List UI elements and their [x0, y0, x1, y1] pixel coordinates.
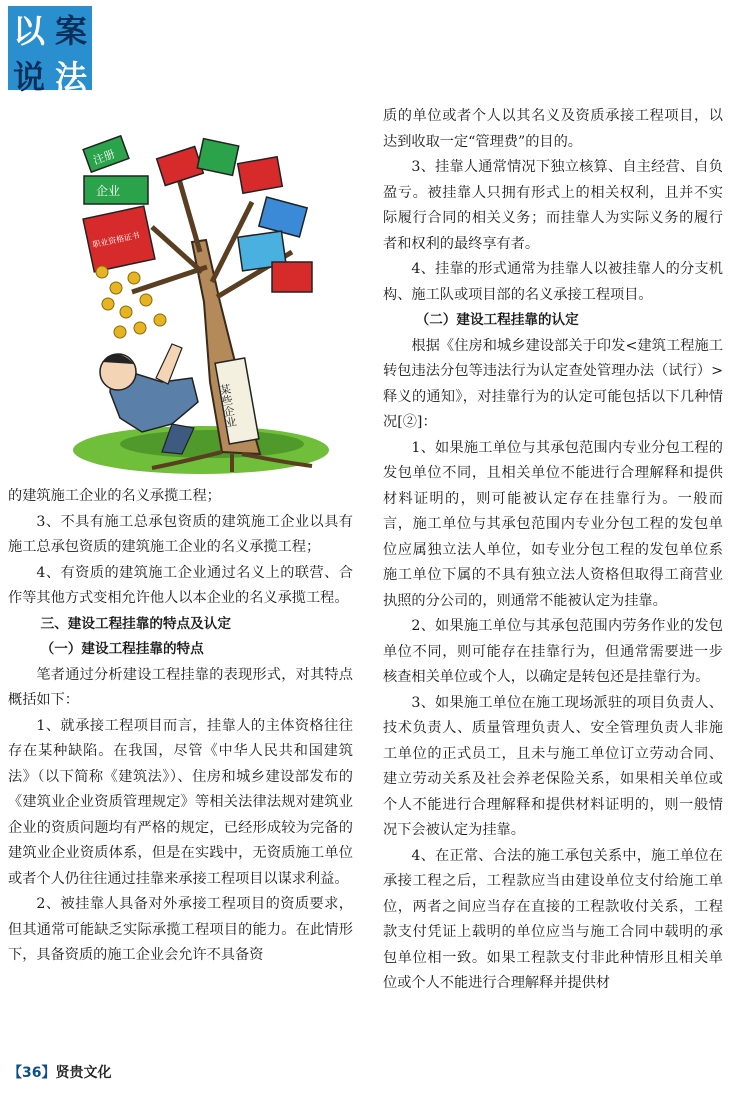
subsection-heading: （二）建设工程挂靠的认定	[415, 312, 579, 328]
sign-label: 企业	[96, 184, 121, 198]
paragraph: 3、如果施工单位在施工现场派驻的项目负责人、技术负责人、质量管理负责人、安全管理负责人非施工单位的正式员工，且未与施工单位订立劳动合同、建立劳动关系及社会养老保险关系，如果相关单位或个人不能进行合理解释和提供材料证明的，则一般情况下会被认定为挂靠。	[383, 694, 723, 838]
coins-icon	[96, 266, 166, 338]
sign-label: 注册	[91, 147, 117, 168]
paragraph: 1、就承接工程项目而言，挂靠人的主体资格往往存在某种缺陷。在我国，尽管《中华人民共和国建筑法》（以下简称《建筑法》）、住房和城乡建设部发布的《建筑业企业资质管理规定》等相关法律法规对建筑业企业的资质问题均有严格的规定，已经形成较为完备的建筑业企业资质体系，但是在实践中，无资质施工单位或者个人仍往往通过挂靠来承接工程项目以谋求利益。	[8, 717, 353, 887]
book-icon	[272, 262, 312, 292]
paragraph: 3、挂靠人通常情况下独立核算、自主经营、自负盈亏。被挂靠人只拥有形式上的相关权利，且并不实际履行合同的相关义务；而挂靠人为实际义务的履行者和权利的最终享有者。	[383, 159, 723, 252]
sign-label: 某些企业	[217, 382, 238, 429]
book-icon	[197, 139, 238, 176]
logo-char: 说	[12, 58, 45, 96]
page-number: 【36】	[8, 1065, 56, 1081]
paragraph: 的建筑施工企业的名义承揽工程；	[8, 488, 221, 504]
logo-char: 案	[54, 12, 87, 50]
subsection-heading: （一）建设工程挂靠的特点	[40, 641, 204, 657]
sign-label: 职业资格证书	[91, 230, 141, 250]
logo-char: 以	[12, 12, 45, 50]
magazine-name: 贤贵文化	[55, 1065, 112, 1081]
paragraph: 3、不具有施工总承包资质的建筑施工企业以具有施工总承包资质的建筑施工企业的名义承揽工程；	[8, 513, 353, 555]
column-logo	[8, 6, 92, 96]
paragraph: 4、有资质的建筑施工企业通过名义上的联营、合作等其他方式变相允许他人以本企业的名义承揽工程。	[8, 564, 353, 606]
paragraph: 4、挂靠的形式通常为挂靠人以被挂靠人的分支机构、施工队或项目部的名义承接工程项目。	[383, 261, 723, 303]
logo-char: 法	[54, 58, 87, 96]
paragraph: 2、被挂靠人具备对外承接工程项目的资质要求，但其通常可能缺乏实际承揽工程项目的能力。在此情形下，具备资质的施工企业会允许不具备资	[8, 896, 353, 963]
paragraph: 根据《住房和城乡建设部关于印发<建筑工程施工转包违法分包等违法行为认定查处管理办法（试行）>释义的通知》，对挂靠行为的认定可能包括以下几种情况[②]：	[383, 337, 723, 430]
page-footer	[8, 1062, 111, 1082]
right-column	[383, 104, 723, 997]
section-heading: 三、建设工程挂靠的特点及认定	[40, 615, 231, 632]
paragraph: 笔者通过分析建设工程挂靠的表现形式，对其特点概括如下：	[8, 666, 353, 708]
tree-illustration	[72, 132, 330, 474]
paragraph: 4、在正常、合法的施工承包关系中，施工单位在承接工程之后，工程款应当由建设单位支付给施工单位，两者之间应当存在直接的工程款收付关系，工程款支付凭证上载明的单位应当与施工合同中载明的承包单位相一致。如果工程款支付非此种情形且相关单位或个人不能进行合理解释并提供材	[383, 847, 723, 991]
paragraph: 2、如果施工单位与其承包范围内劳务作业的发包单位不同，则可能存在挂靠行为，但通常需要进一步核查相关单位或个人，以确定是转包还是挂靠行为。	[383, 618, 723, 685]
left-column	[8, 484, 353, 969]
book-icon	[238, 157, 283, 193]
book-icon	[157, 147, 204, 186]
book-icon	[259, 197, 307, 237]
paragraph: 1、如果施工单位与其承包范围内专业分包工程的发包单位不同，且相关单位不能进行合理解释和提供材料证明的，则可能被认定存在挂靠行为。一般而言，施工单位与其承包范围内专业分包工程的发包单位应属独立法人单位，如专业分包工程的发包单位系施工单位下属的不具有独立法人资格但取得工商营业执照的分公司的，则通常不能被认定为挂靠。	[383, 439, 723, 609]
paragraph: 质的单位或者个人以其名义及资质承接工程项目，以达到收取一定“管理费”的目的。	[383, 108, 723, 150]
